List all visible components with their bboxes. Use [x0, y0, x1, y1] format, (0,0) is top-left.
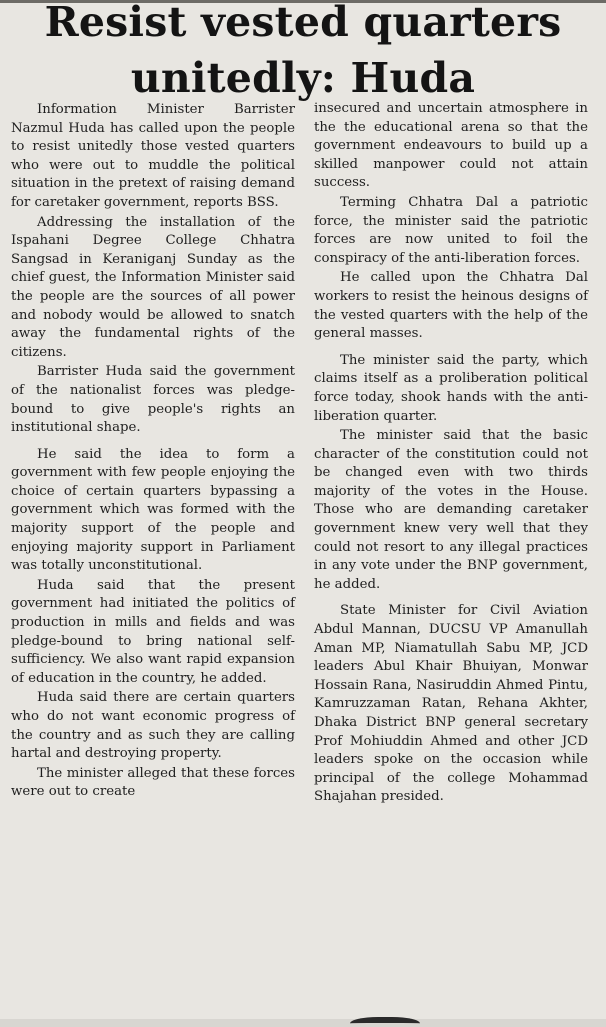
paragraph: Barrister Huda said the government of the nationalist forces was pledge-bound to give people's rights an institutional shape.	[11, 364, 295, 436]
paragraph: insecured and uncertain atmosphere in the the educational arena so that the government endeavours to build up a skilled manpower could not attain success.	[314, 101, 588, 191]
paragraph: He said the idea to form a government with few people enjoying the choice of certain quarters bypassing a government which was formed with the majority support of the people and enjoying majority support in Parliament was totally unconstitutional.	[11, 446, 295, 574]
paragraph: Huda said that the present government had initiated the politics of production in mills and fields and was pledge-bound to bring national self-sufficiency. We also want rapid expansion of education in the country, he added.	[11, 577, 295, 686]
bottom-strip	[0, 1019, 606, 1027]
paragraph: He called upon the Chhatra Dal workers to resist the heinous designs of the vested quarters with the help of the general masses.	[314, 270, 588, 342]
paragraph: The minister said the party, which claims itself as a proliberation political force today, shook hands with the anti-liberation quarter.	[314, 352, 588, 424]
paragraph: State Minister for Civil Aviation Abdul Mannan, DUCSU VP Amanullah Aman MP, Niamatullah Sabu MP, JCD leaders Abul Khair Bhuiyan, Monwar Hossain Rana, Nasiruddin Ahmed Pintu, Kamruzzaman Ratan, Rehana Akhter, Dhaka District BNP general secretary Prof Mohiuddin Ahmed and other JCD leaders spoke on the occasion while principal of the college Mohammad Shajahan presided.	[314, 603, 588, 805]
left-column	[11, 101, 295, 802]
paragraph: Information Minister Barrister Nazmul Huda has called upon the people to resist unitedly those vested quarters who were out to muddle the political situation in the pretext of raising demand for caretaker government, reports BSS.	[11, 102, 295, 210]
paragraph: Terming Chhatra Dal a patriotic force, the minister said the patriotic forces are now united to foil the conspiracy of the anti-liberation forces.	[314, 194, 588, 266]
paragraph: The minister alleged that these forces were out to create	[11, 765, 295, 800]
paragraph: Addressing the installation of the Ispahani Degree College Chhatra Sangsad in Keraniganj Sunday as the chief guest, the Information Minister said the people are the sources of all power and nobody would be allowed to snatch away the fundamental rights of the citizens.	[11, 214, 295, 360]
next-article-fragment	[350, 1017, 420, 1027]
headline: Resist vested quarters unitedly: Huda	[44, 0, 562, 102]
paragraph: Huda said there are certain quarters who do not want economic progress of the country and as such they are calling hartal and destroying property.	[11, 690, 295, 762]
right-column	[314, 100, 588, 807]
paragraph: The minister said that the basic character of the constitution could not be changed even with two thirds majority of the votes in the House. Those who are demanding caretaker government knew very well that they could not resort to any illegal practices in any vote under the BNP government, he added.	[314, 428, 588, 592]
